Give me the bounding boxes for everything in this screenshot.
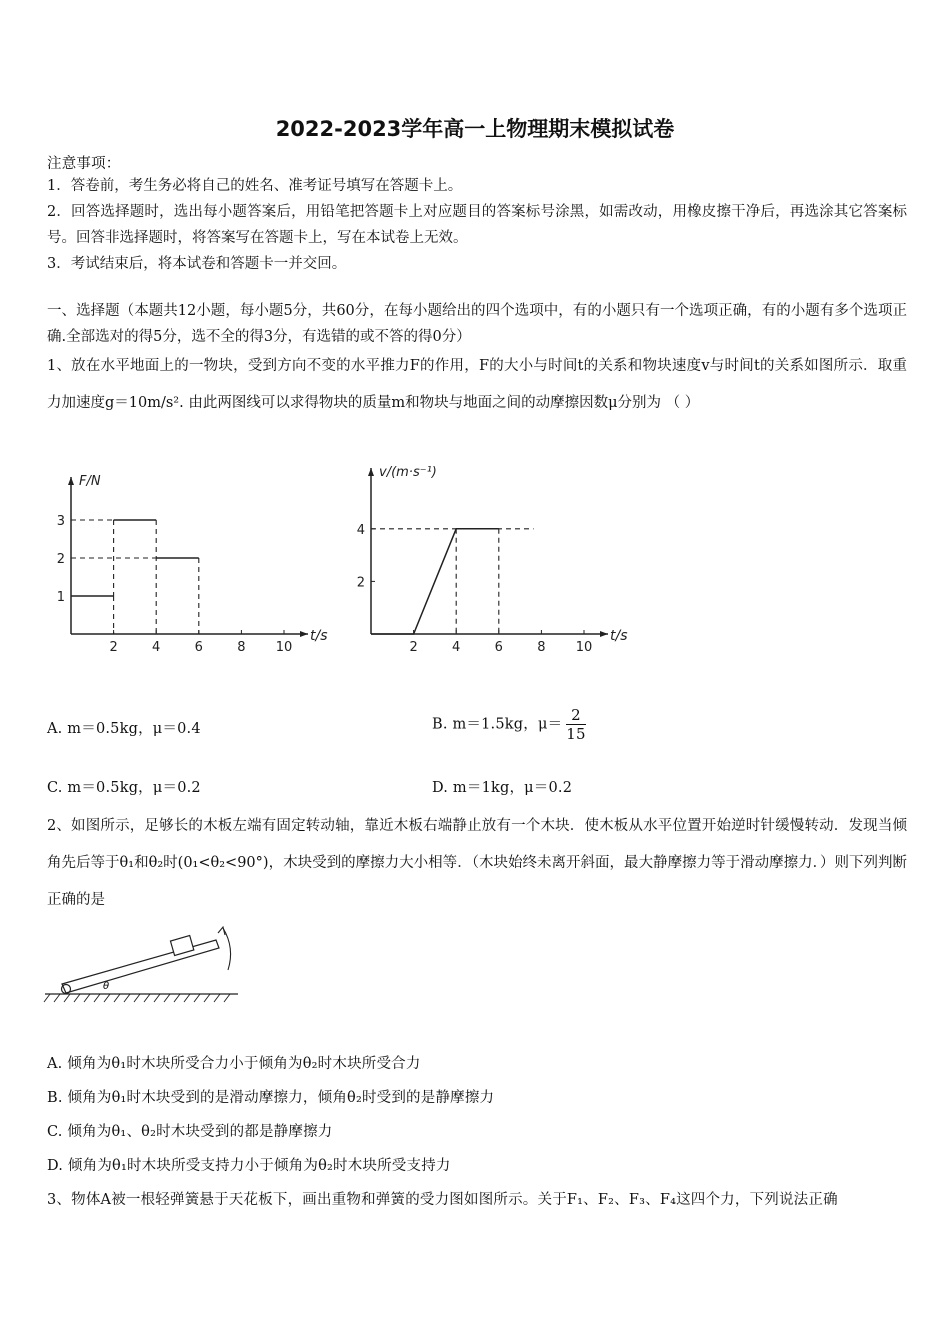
q1-stem: 1、放在水平地面上的一物块，受到方向不变的水平推力F的作用，F的大小与时间t的关系和物块速度v与时间t的关系如图所示．取重力加速度g＝10m/s². 由此两图线可以求得物块的质量m和物块与地面之间的动摩擦因数μ分别为 （ ）	[47, 358, 907, 411]
x-tick-label: 2	[109, 640, 118, 655]
x-tick-label: 8	[237, 640, 246, 655]
y-axis-arrow	[368, 468, 374, 476]
velocity-line	[371, 529, 499, 634]
q1-option-a: A. m＝0.5kg，μ＝0.4	[47, 721, 201, 737]
notice-item-1: 1．答卷前，考生务必将自己的姓名、准考证号填写在答题卡上。	[47, 178, 463, 194]
page-title: 2022-2023学年高一上物理期末模拟试卷	[275, 117, 675, 141]
y-axis-label: v/(m·s⁻¹)	[379, 465, 437, 480]
x-axis-label: t/s	[310, 628, 328, 644]
x-tick-label: 2	[409, 640, 418, 655]
x-tick-label: 10	[575, 640, 593, 655]
y-tick-label: 2	[56, 552, 65, 567]
q2-option-a: A. 倾角为θ₁时木块所受合力小于倾角为θ₂时木块所受合力	[47, 1056, 421, 1072]
y-tick-label: 3	[56, 514, 65, 529]
fraction-numerator: 2	[566, 706, 586, 725]
x-tick-label: 8	[537, 640, 546, 655]
q2-option-b: B. 倾角为θ₁时木块受到的是滑动摩擦力，倾角θ₂时受到的是静摩擦力	[47, 1090, 495, 1106]
notice-item-2: 2．回答选择题时，选出每小题答案后，用铅笔把答题卡上对应题目的答案标号涂黑，如需改动，用橡皮擦干净后，再选涂其它答案标号。回答非选择题时，将答案写在答题卡上，写在本试卷上无效。	[47, 204, 907, 246]
q1-option-b	[432, 706, 586, 743]
y-axis-label: F/N	[79, 474, 101, 489]
y-tick-label: 4	[356, 522, 365, 538]
notice-item-3: 3．考试结束后，将本试卷和答题卡一并交回。	[47, 256, 347, 272]
q2-option-c: C. 倾角为θ₁、θ₂时木块受到的都是静摩擦力	[47, 1124, 333, 1140]
q1-option-c: C. m＝0.5kg，μ＝0.2	[47, 780, 201, 796]
x-axis-arrow	[600, 631, 608, 637]
ground-hatching	[44, 994, 230, 1002]
block	[170, 936, 193, 956]
fraction	[566, 706, 586, 743]
y-tick-label: 1	[56, 590, 65, 605]
fraction-denominator: 15	[566, 725, 586, 743]
force-time-chart	[40, 465, 340, 665]
x-tick-label: 10	[275, 640, 293, 655]
board	[62, 940, 219, 993]
q1-option-d: D. m＝1kg，μ＝0.2	[432, 780, 573, 796]
q2-option-d: D. 倾角为θ₁时木块所受支持力小于倾角为θ₂时木块所受支持力	[47, 1158, 451, 1174]
x-tick-label: 4	[452, 640, 461, 655]
x-axis-label: t/s	[610, 628, 628, 644]
q3-stem: 3、物体A被一根轻弹簧悬于天花板下，画出重物和弹簧的受力图如图所示。关于F₁、F₂、F₃、F₄这四个力，下列说法正确	[47, 1192, 838, 1208]
y-axis-arrow	[68, 477, 74, 485]
theta-label: θ	[103, 981, 110, 992]
y-tick-label: 2	[356, 575, 365, 591]
notice-heading: 注意事项：	[47, 156, 121, 172]
incline-figure	[40, 918, 250, 1008]
q2-stem: 2、如图所示，足够长的木板左端有固定转动轴，靠近木板右端静止放有一个木块．使木板从水平位置开始逆时针缓慢转动．发现当倾角先后等于θ₁和θ₂时(0₁<θ₂<90°)，木块受到的摩擦力大小相等．（木块始终未离开斜面，最大静摩擦力等于滑动摩擦力．）则下列判断正确的是	[47, 818, 907, 908]
section-intro: 一、选择题（本题共12小题，每小题5分，共60分，在每小题给出的四个选项中，有的小题只有一个选项正确，有的小题有多个选项正确.全部选对的得5分，选不全的得3分，有选错的或不答的得0分）	[47, 303, 907, 345]
rotation-arrow	[223, 928, 231, 970]
x-axis-arrow	[300, 631, 308, 637]
q1-option-b-prefix: B. m＝1.5kg，μ＝	[432, 716, 563, 733]
x-tick-label: 6	[194, 640, 203, 655]
x-tick-label: 4	[152, 640, 161, 655]
x-tick-label: 6	[494, 640, 503, 655]
velocity-time-chart	[340, 460, 640, 665]
